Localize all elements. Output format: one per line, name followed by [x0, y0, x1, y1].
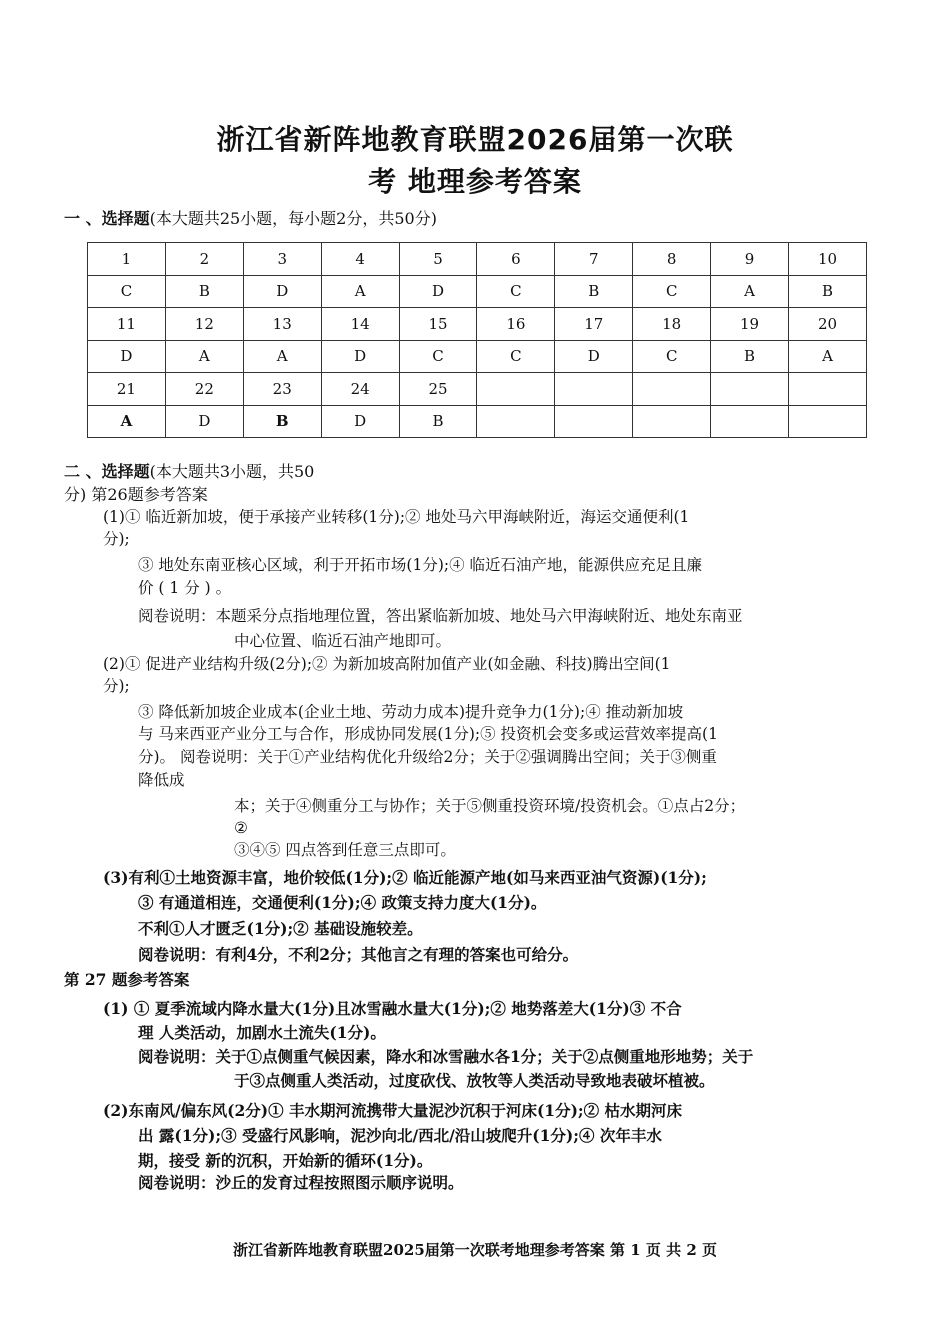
answer-table-cell: 1	[88, 243, 166, 276]
answer-table-cell: 5	[399, 243, 477, 276]
answer-table-cell: D	[555, 340, 633, 373]
q27-1-line-1: (1) ① 夏季流域内降水量大(1分)且冰雪融水量大(1分);② 地势落差大(1分)③ 不合	[103, 999, 682, 1018]
answer-table-cell: 2	[165, 243, 243, 276]
q27-1-line-4: 于③点侧重人类活动，过度砍伐、放牧等人类活动导致地表破坏植被。	[234, 1071, 715, 1090]
answer-table-cell: 15	[399, 308, 477, 341]
title-line-2: 考 地理参考答案	[368, 165, 582, 198]
answer-table-cell: C	[477, 340, 555, 373]
q27-2-line-2: 出 露(1分);③ 受盛行风影响，泥沙向北/西北/沿山坡爬升(1分);④ 次年丰水	[138, 1126, 662, 1145]
q27-1-line-2: 理 人类活动，加剧水土流失(1分)。	[138, 1023, 386, 1042]
answer-table-cell: C	[399, 340, 477, 373]
q27-1-line-3: 阅卷说明：关于①点侧重气候因素，降水和冰雪融水各1分；关于②点侧重地形地势；关于	[138, 1047, 754, 1066]
answer-table-cell: A	[321, 275, 399, 308]
answer-table-cell: 14	[321, 308, 399, 341]
answer-table-cell	[555, 373, 633, 406]
q26-2-line-9: ③④⑤ 四点答到任意三点即可。	[234, 841, 456, 859]
answer-table-cell: B	[789, 275, 867, 308]
answer-table-cell: C	[477, 275, 555, 308]
answer-table-cell	[711, 373, 789, 406]
answer-table-cell: B	[399, 405, 477, 438]
q26-2-line-4: 与 马来西亚产业分工与合作，形成协同发展(1分);⑤ 投资机会变多或运营效率提高(1	[138, 725, 718, 743]
q26-1-note-1: 阅卷说明：本题采分点指地理位置，答出紧临新加坡、地处马六甲海峡附近、地处东南亚	[138, 607, 743, 625]
answer-table-cell	[633, 373, 711, 406]
q27-2-line-4: 阅卷说明：沙丘的发育过程按照图示顺序说明。	[138, 1173, 464, 1192]
answer-table-cell: 18	[633, 308, 711, 341]
answer-table-row	[88, 308, 867, 341]
q26-2-line-8: ②	[234, 819, 248, 837]
answer-table-cell: C	[633, 275, 711, 308]
section-2-note: (本大题共3小题，共50	[149, 462, 315, 481]
answer-table-row	[88, 243, 867, 276]
q26-2-line-2: 分);	[103, 677, 130, 695]
answer-table-cell: 19	[711, 308, 789, 341]
answer-table-cell: D	[399, 275, 477, 308]
q26-2-line-5: 分)。 阅卷说明：关于①产业结构优化升级给2分；关于②强调腾出空间；关于③侧重	[138, 748, 717, 766]
section-1-heading: 一 、选择题	[64, 209, 150, 228]
q26-1-note-2: 中心位置、临近石油产地即可。	[234, 632, 452, 650]
answer-table-cell: B	[555, 275, 633, 308]
answer-table-cell: 4	[321, 243, 399, 276]
answer-table-cell: B	[711, 340, 789, 373]
answer-table-cell: 9	[711, 243, 789, 276]
answer-table-cell: 24	[321, 373, 399, 406]
q27-heading: 第 27 题参考答案	[64, 970, 190, 989]
answer-table-cell: B	[165, 275, 243, 308]
answer-table-cell: 23	[243, 373, 321, 406]
answer-table-cell: 6	[477, 243, 555, 276]
answer-table-cell: C	[88, 275, 166, 308]
answer-table-cell	[477, 405, 555, 438]
answer-table-cell: D	[243, 275, 321, 308]
section-1-header	[64, 206, 437, 229]
answer-table-cell	[789, 373, 867, 406]
page-footer: 浙江省新阵地教育联盟2025届第一次联考地理参考答案 第 1 页 共 2 页	[233, 1241, 717, 1259]
answer-table-row	[88, 340, 867, 373]
answer-table-cell: 8	[633, 243, 711, 276]
section-2-header	[64, 459, 314, 482]
answer-table-cell	[633, 405, 711, 438]
q26-2-line-3: ③ 降低新加坡企业成本(企业土地、劳动力成本)提升竞争力(1分);④ 推动新加坡	[138, 703, 684, 721]
answer-table-cell: 11	[88, 308, 166, 341]
answer-table-cell: A	[165, 340, 243, 373]
answer-table-cell: 10	[789, 243, 867, 276]
section-1-note: (本大题共25小题，每小题2分，共50分)	[149, 209, 437, 228]
answer-table-cell: A	[711, 275, 789, 308]
answer-table-cell	[789, 405, 867, 438]
answer-table-cell	[555, 405, 633, 438]
q26-3-line-4: 阅卷说明：有利4分，不利2分；其他言之有理的答案也可给分。	[138, 945, 579, 964]
answer-table-row	[88, 275, 867, 308]
answer-table-cell: 7	[555, 243, 633, 276]
answer-table-cell	[477, 373, 555, 406]
answer-table-cell: A	[243, 340, 321, 373]
q26-1-line-4: 价 ( 1 分 ) 。	[138, 579, 232, 597]
answer-table-cell: 22	[165, 373, 243, 406]
q27-2-line-3: 期，接受 新的沉积，开始新的循环(1分)。	[138, 1151, 433, 1170]
answer-table	[87, 242, 867, 438]
q26-3-line-1: (3)有利①土地资源丰富，地价较低(1分);② 临近能源产地(如马来西亚油气资源)(1分);	[103, 868, 707, 887]
q27-2-line-1: (2)东南风/偏东风(2分)① 丰水期河流携带大量泥沙沉积于河床(1分);② 枯水期河床	[103, 1101, 683, 1120]
section-2-note-cont: 分) 第26题参考答案	[64, 485, 208, 504]
answer-table-cell: D	[321, 340, 399, 373]
answer-table-cell: B	[243, 405, 321, 438]
q26-2-line-1: (2)① 促进产业结构升级(2分);② 为新加坡高附加值产业(如金融、科技)腾出空间(1	[103, 655, 671, 673]
title-line-1: 浙江省新阵地教育联盟2026届第一次联	[216, 123, 734, 156]
answer-table-cell: 16	[477, 308, 555, 341]
answer-table-cell: 20	[789, 308, 867, 341]
q26-3-line-2: ③ 有通道相连，交通便利(1分);④ 政策支持力度大(1分)。	[138, 893, 547, 912]
answer-table-row	[88, 373, 867, 406]
q26-2-line-7: 本；关于④侧重分工与协作；关于⑤侧重投资环境/投资机会。①点占2分；	[234, 797, 746, 815]
answer-table-cell: 21	[88, 373, 166, 406]
answer-table-row	[88, 405, 867, 438]
answer-table-cell: 25	[399, 373, 477, 406]
answer-table-cell: 17	[555, 308, 633, 341]
answer-table-cell: 12	[165, 308, 243, 341]
answer-table-cell: C	[633, 340, 711, 373]
answer-table-cell: A	[88, 405, 166, 438]
answer-table-cell	[711, 405, 789, 438]
q26-1-line-2: 分);	[103, 530, 130, 548]
q26-2-line-6: 降低成	[138, 771, 185, 789]
q26-3-line-3: 不利①人才匮乏(1分);② 基础设施较差。	[138, 919, 423, 938]
answer-table-cell: D	[321, 405, 399, 438]
answer-table-cell: 3	[243, 243, 321, 276]
answer-table-cell: 13	[243, 308, 321, 341]
answer-table-cell: A	[789, 340, 867, 373]
section-2-heading: 二 、选择题	[64, 462, 150, 481]
q26-1-line-3: ③ 地处东南亚核心区域，利于开拓市场(1分);④ 临近石油产地，能源供应充足且廉	[138, 556, 703, 574]
q26-1-line-1: (1)① 临近新加坡，便于承接产业转移(1分);② 地处马六甲海峡附近，海运交通便利(1	[103, 508, 690, 526]
answer-table-cell: D	[88, 340, 166, 373]
answer-table-cell: D	[165, 405, 243, 438]
